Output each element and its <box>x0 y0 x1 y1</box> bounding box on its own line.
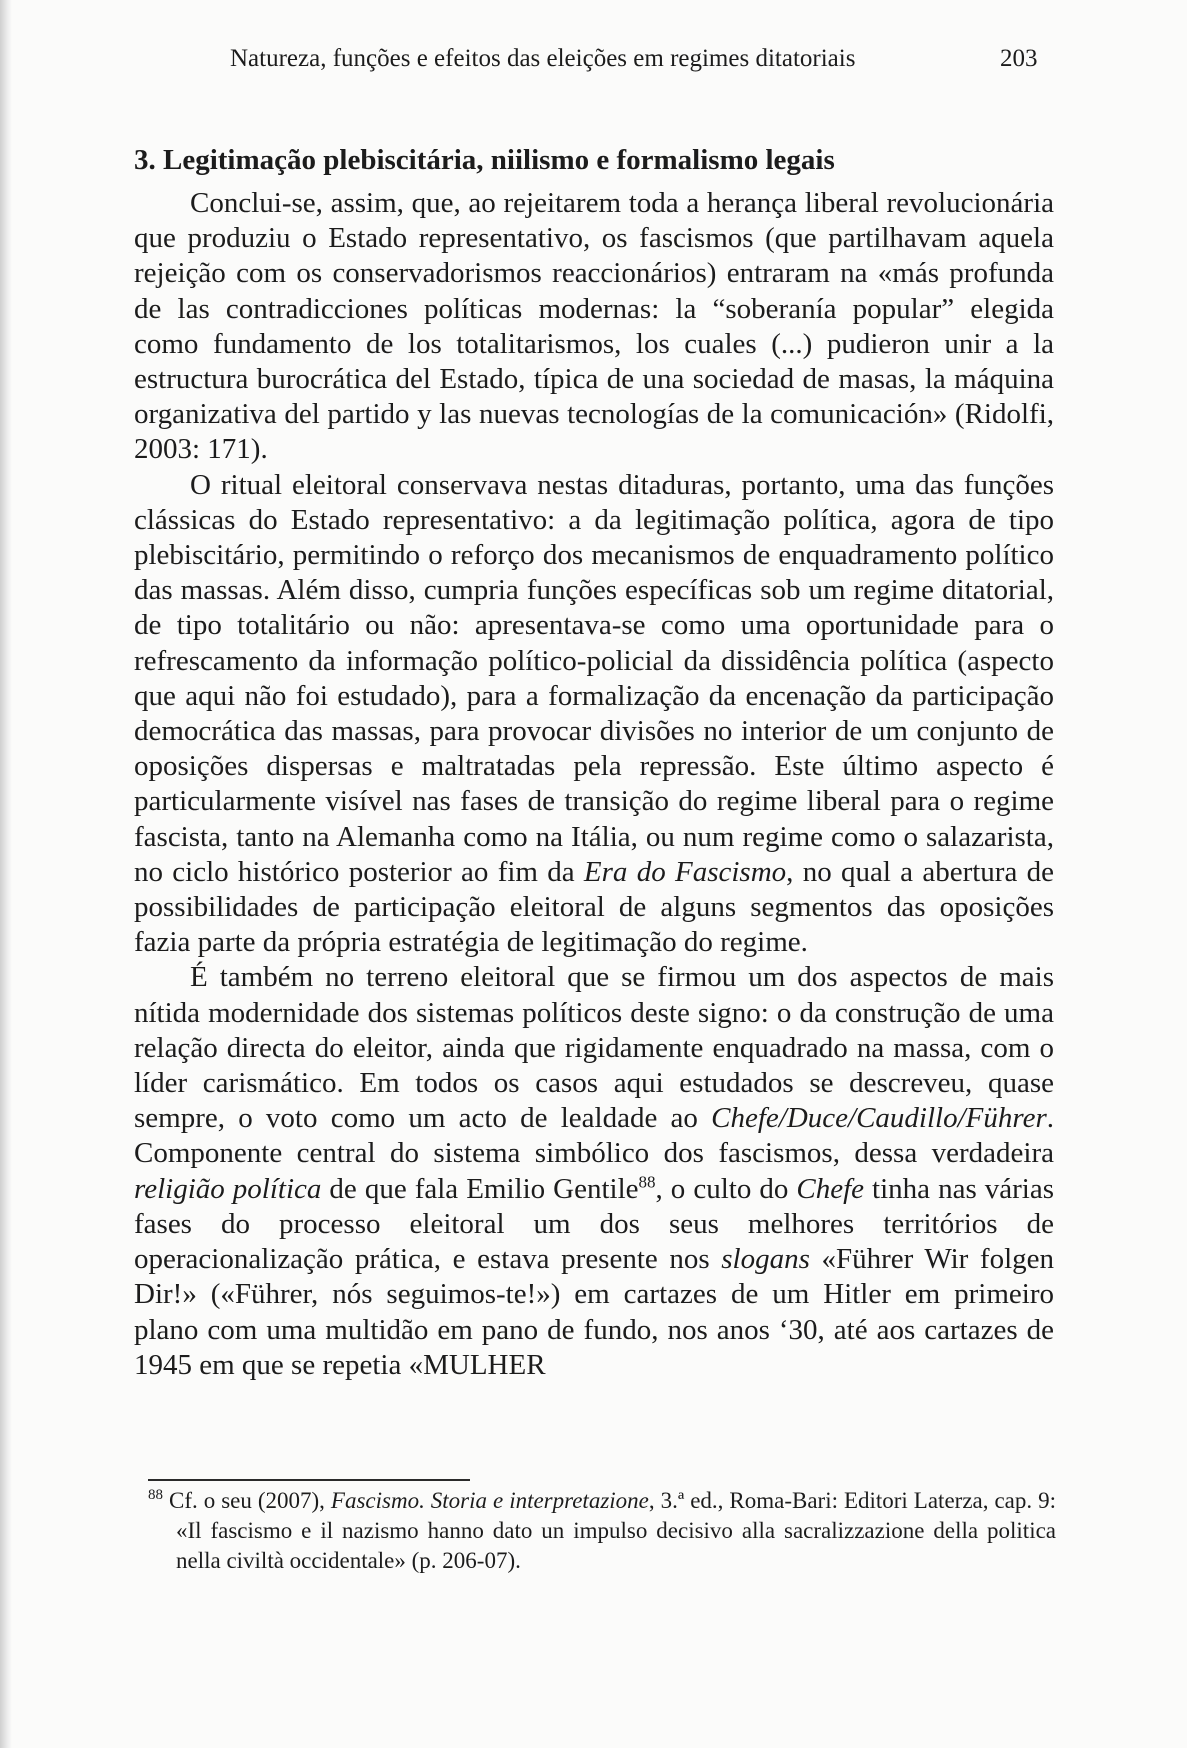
page-number: 203 <box>1000 45 1038 72</box>
running-head-title: Natureza, funções e efeitos das eleições em regimes ditatoriais <box>230 45 856 72</box>
paragraph-3-text-c: de que fala Emilio Gentile <box>321 1172 639 1205</box>
paragraph-2-text-b: , no qual a abertura de possibilidades de participação eleitoral de alguns segmentos das oposições fazia parte da própria estratégia de legitimação do regime. <box>134 855 1054 959</box>
paragraph-1: Conclui-se, assim, que, ao rejeitarem toda a herança liberal revolucionária que produziu o Estado representativo, os fascismos (que partilhavam aquela rejeição com os conservadorismos reaccionários) entraram na «más profunda de las contradicciones políticas modernas: la “soberanía popular” elegida como fundamento de los totalitarismos, los cuales (...) pudieron unir a la estructura burocrática del Estado, típica de una sociedad de masas, la máquina organizativa del partido y las nuevas tecnologías de la comunicación» (Ridolfi, 2003: 171). <box>134 187 1054 466</box>
italic-religiao-politica: religião política <box>134 1172 322 1205</box>
paragraph-3-text-f: «Führer Wir folgen Dir!» («Führer, nós seguimos-te!») em cartazes de um Hitler em primeiro plano com uma multidão em pano de fundo, nos anos ‘30, até aos cartazes de 1945 em que se repetia «MULHER <box>134 1243 1054 1381</box>
italic-leader-titles: Chefe/Duce/Caudillo/Führer <box>711 1102 1047 1135</box>
paragraph-3-text-a: É também no terreno eleitoral que se firmou um dos aspectos de mais nítida modernidade dos sistemas políticos deste signo: o da construção de uma relação directa do eleitor, ainda que rigidamente enquadrado na massa, com o líder carismático. Em todos os casos aqui estudados se descreveu, quase sempre, o voto como um acto de lealdade ao <box>134 961 1054 1135</box>
paragraph-3-text-d: , o culto do <box>655 1172 797 1205</box>
footnote-divider <box>148 1479 470 1481</box>
footnote-88 <box>148 1486 1056 1576</box>
italic-slogans: slogans <box>721 1243 810 1276</box>
section-heading: 3. Legitimação plebiscitária, niilismo e formalismo legais <box>134 144 835 176</box>
footnote-text-a: Cf. o seu (2007), <box>169 1488 331 1513</box>
paragraph-3 <box>134 960 1054 1382</box>
body-text <box>134 140 1054 1383</box>
paragraph-3-text-e: tinha nas várias fases do processo eleitoral um dos seus melhores territórios de operacionalização prática, e estava presente nos <box>134 1172 1054 1276</box>
paragraph-3-text-b: . Componente central do sistema simbólico dos fascismos, dessa verdadeira <box>134 1102 1054 1170</box>
footnote-number: 88 <box>148 1487 163 1504</box>
running-head <box>230 42 1040 82</box>
footnote-body <box>148 1486 1056 1576</box>
italic-chefe: Chefe <box>796 1172 865 1205</box>
paragraph-2 <box>134 468 1054 961</box>
footnote-reference[interactable]: 88 <box>638 1172 656 1192</box>
italic-era-do-fascismo: Era do Fascismo <box>583 855 787 888</box>
footnote-text-b: , 3.ª ed., Roma-Bari: Editori Laterza, cap. 9: «Il fascismo e il nazismo hanno dato un impulso decisivo alla sacralizzazione della politica nella civiltà occidentale» (p. 206-07). <box>176 1488 1057 1573</box>
page-edge-shadow <box>0 0 12 1748</box>
footnote-book-title: Fascismo. Storia e interpretazione <box>330 1488 649 1513</box>
paragraph-2-text-a: O ritual eleitoral conservava nestas ditaduras, portanto, uma das funções clássicas do Estado representativo: a da legitimação política, agora de tipo plebiscitário, permitindo o reforço dos mecanismos de enquadramento político das massas. Além disso, cumpria funções específicas sob um regime ditatorial, de tipo totalitário ou não: apresentava-se como uma oportunidade para o refrescamento da informação político-policial da dissidência política (aspecto que aqui não foi estudado), para a formalização da encenação da participação democrática das massas, para provocar divisões no interior de um conjunto de oposições dispersas e maltratadas pela repressão. Este último aspecto é particularmente visível nas fases de transição do regime liberal para o regime fascista, tanto na Alemanha como na Itália, ou num regime como o salazarista, no ciclo histórico posterior ao fim da <box>134 468 1054 888</box>
